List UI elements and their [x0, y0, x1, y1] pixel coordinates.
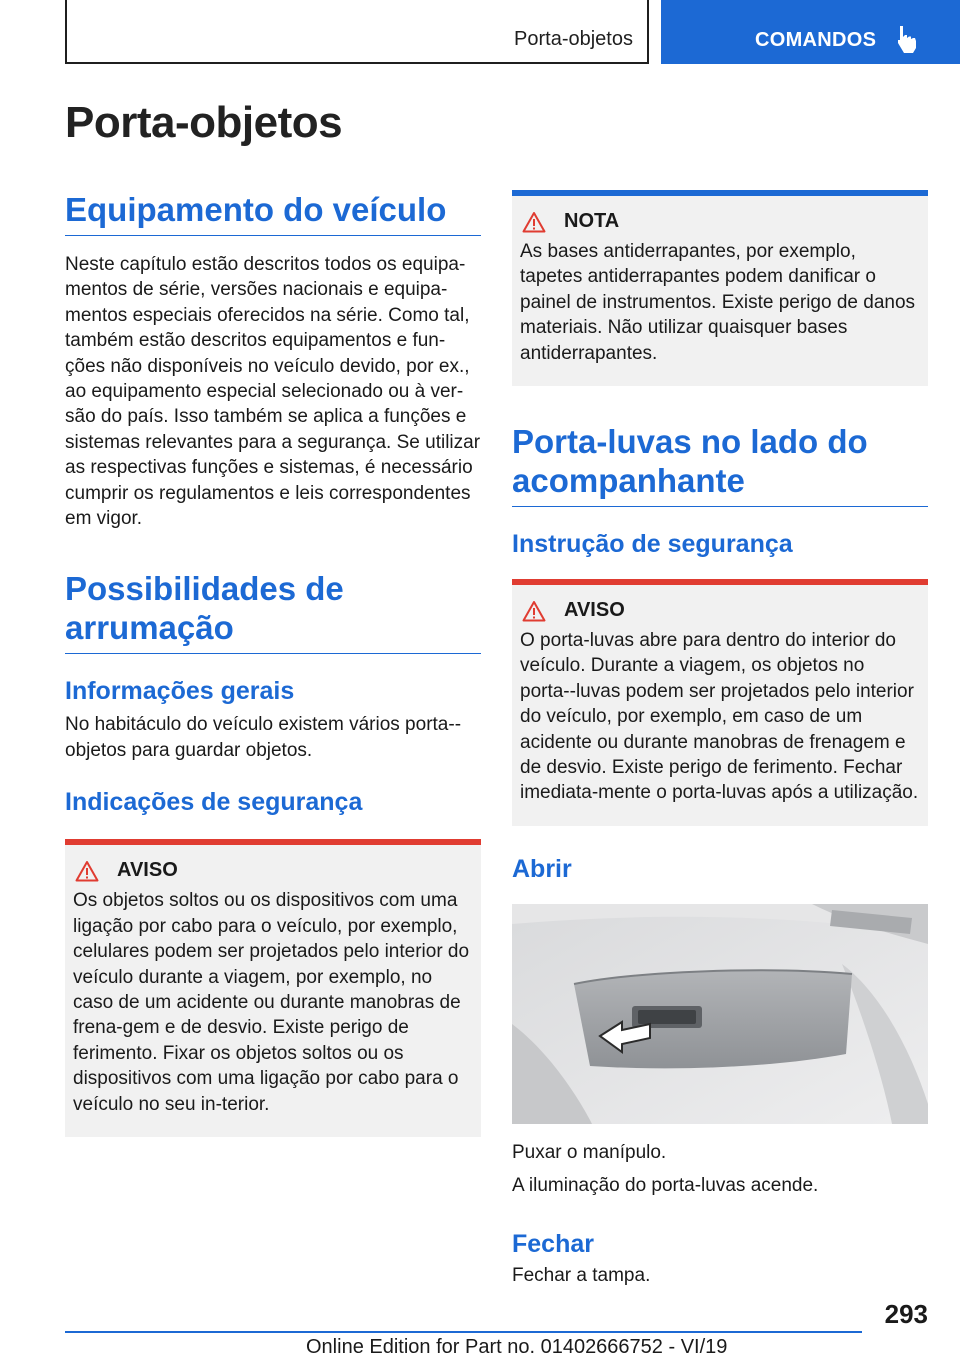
pointing-hand-icon: [895, 24, 921, 54]
subsection-title-indicacoes: Indicações de segurança: [65, 788, 363, 817]
section-title-arrumacao: Possibilidades de arrumação: [65, 569, 481, 654]
glovebox-photo: [512, 904, 928, 1124]
subsection-title-abrir: Abrir: [512, 854, 572, 883]
subsection-title-fechar: Fechar: [512, 1229, 594, 1258]
warning-label: AVISO: [117, 859, 178, 882]
warning-triangle-icon: [522, 600, 546, 622]
warning-box: [512, 579, 928, 826]
subsection-title-informacoes: Informações gerais: [65, 677, 295, 706]
edition-note: Online Edition for Part no. 01402666752 - VI/19: [306, 1336, 728, 1358]
close-text: Fechar a tampa.: [512, 1264, 651, 1286]
warning-triangle-icon: [75, 860, 99, 882]
page-number: 293: [884, 1299, 928, 1329]
informacoes-text: No habitáculo do veículo existem vários porta‐-objetos para guardar objetos.: [65, 714, 462, 761]
header-chapter-label: COMANDOS: [755, 29, 877, 51]
warning-text: O porta-luvas abre para dentro do interior do veículo. Durante a viagem, os objetos no porta‐-luvas podem ser projetados pelo interior do veículo, por exemplo, em caso de um acidente ou durante manobras de frenagem e de desvio. Existe perigo de ferimento. Fechar imediata‐mente o porta-luvas após a utilização.: [520, 630, 919, 804]
page-title: Porta-objetos: [65, 98, 343, 147]
note-text: As bases antiderrapantes, por exemplo, tapetes antiderrapantes podem danificar o painel de instrumentos. Existe perigo de danos materiais. Não utilizar quaisquer bases antiderrapantes.: [520, 241, 916, 364]
header-section-label: Porta-objetos: [514, 28, 633, 50]
header-section-box: [65, 0, 649, 64]
right-column: [512, 190, 928, 1288]
equipamento-text: Neste capítulo estão descritos todos os equipa‐mentos de série, versões nacionais e equipa‐mentos especiais oferecidos na série. Como tal, também estão descritos equipamentos e fun‐ções não disponíveis no veículo devido, por ex., ao equipamento especial selecionado ou à ver‐são do país. Isso também se aplica a funções e sistemas relevantes para a segurança. Se utilizar as respectivas funções e sistemas, é necessário cumprir os regulamentos e leis correspondentes em vigor.: [65, 254, 481, 530]
note-label: NOTA: [564, 210, 620, 232]
open-step-1: Puxar o manípulo.: [512, 1141, 667, 1163]
note-box: [512, 190, 928, 386]
warning-label: AVISO: [564, 599, 625, 622]
footer-divider: [65, 1331, 862, 1333]
section-title-porta-luvas: Porta-luvas no lado do acompanhante: [512, 422, 928, 507]
header-chapter-tab: [661, 0, 960, 64]
open-step-2: A iluminação do porta-luvas acende.: [512, 1175, 819, 1197]
warning-triangle-icon: [522, 211, 546, 233]
warning-box: [65, 839, 481, 1137]
warning-header: [520, 599, 920, 622]
warning-text: Os objetos soltos ou os dispositivos com uma ligação por cabo para o veículo, por exemplo, celulares podem ser projetados pelo interior do veículo durante a viagem, por exemplo, no caso de um acidente ou durante manobras de frena‐gem e de desvio. Existe perigo de ferimento. Fixar os objetos soltos ou os dispositivos com uma ligação por cabo para o veículo no seu in‐terior.: [73, 890, 470, 1115]
section-title-equipamento: Equipamento do veículo: [65, 190, 481, 236]
warning-header: [73, 859, 473, 882]
subsection-title-instrucao: Instrução de segurança: [512, 530, 793, 559]
left-column: [65, 190, 481, 1137]
note-header: [520, 210, 920, 233]
